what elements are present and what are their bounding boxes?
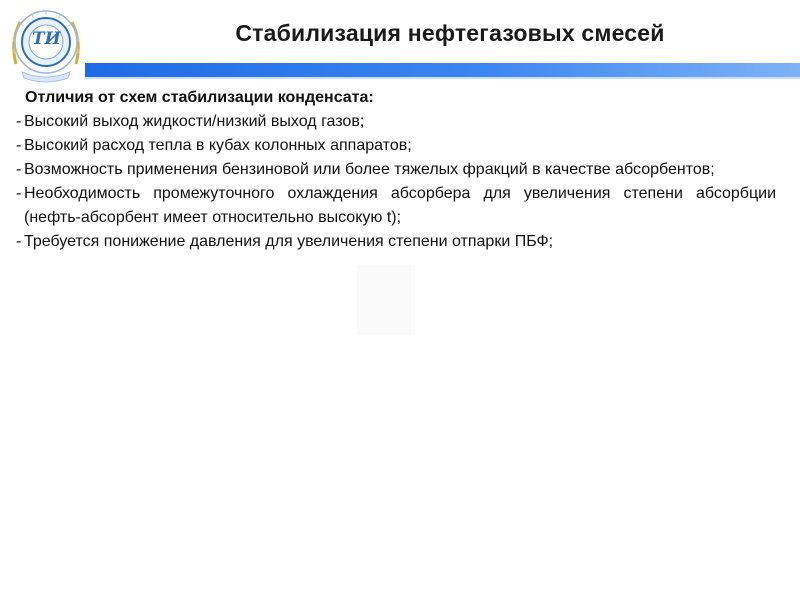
list-item (16, 110, 776, 134)
slide-title: Стабилизация нефтегазовых смесей (235, 20, 665, 46)
list-marker: - (16, 185, 22, 202)
slide-content (16, 86, 776, 254)
list-item (16, 182, 776, 230)
list-item-text: Высокий выход жидкости/низкий выход газов; (24, 113, 365, 130)
emblem-monogram: ТИ (32, 29, 61, 49)
list-item (16, 158, 776, 182)
faint-watermark (357, 265, 415, 335)
list-item-text: Возможность применения бензиновой или более тяжелых фракций в качестве абсорбентов; (24, 161, 715, 178)
list-item (16, 230, 776, 254)
list-item-text: Необходимость промежуточного охлаждения абсорбера для увеличения степени абсорбции (нефть-абсорбент имеет относительно высокую t); (24, 185, 776, 226)
slide-subtitle: Отличия от схем стабилизации конденсата: (25, 89, 374, 106)
list-item (16, 134, 776, 158)
title-accent-underline (85, 77, 800, 79)
list-marker: - (16, 161, 22, 178)
list-item-text: Требуется понижение давления для увеличения степени отпарки ПБФ; (24, 233, 554, 250)
list-marker: - (16, 113, 22, 130)
university-emblem-icon (2, 2, 90, 84)
list-marker: - (16, 137, 22, 154)
list-item-text: Высокий расход тепла в кубах колонных аппаратов; (24, 137, 412, 154)
title-accent-bar (85, 63, 800, 77)
list-marker: - (16, 233, 22, 250)
